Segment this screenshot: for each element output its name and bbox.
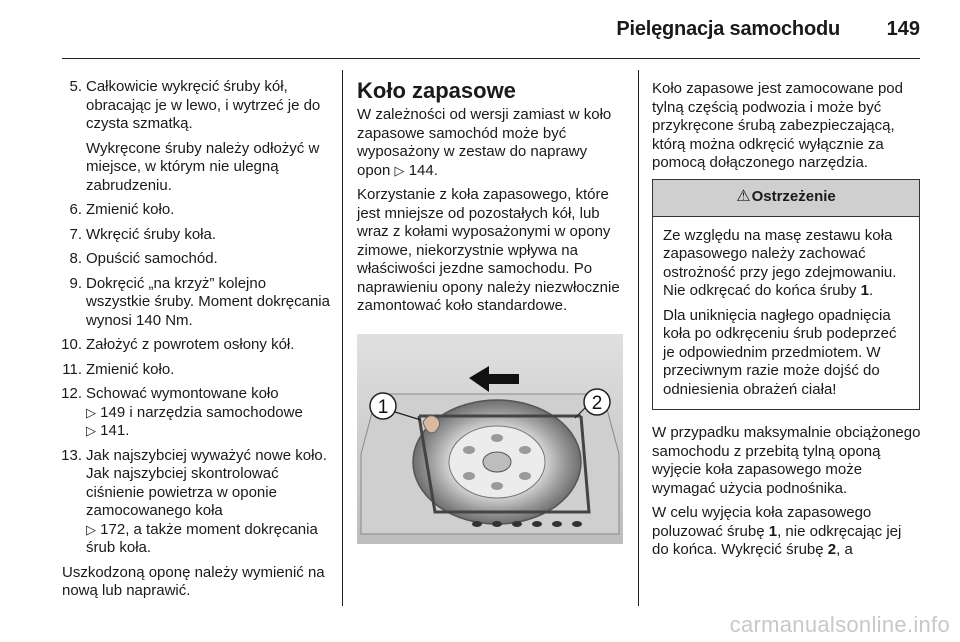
page-title: Pielęgnacja samochodu (616, 18, 840, 40)
callout-2-label: 2 (591, 392, 603, 414)
page-ref-icon: ▷ (86, 423, 96, 438)
step-text: Wkręcić śruby koła. (86, 225, 217, 243)
column-2 (357, 78, 623, 544)
warning-icon: ⚠ (736, 188, 751, 206)
paragraph: W przypadku maksymalnie obciążonego samochodu z przebitą tylną oponą wyjęcie koła zapasowego może wymagać użycia podnośnika. (652, 424, 921, 497)
watermark: carmanualsonline.info (729, 612, 950, 637)
column-1 (62, 78, 334, 607)
warning-header (653, 180, 919, 217)
list-item: 11. Zmienić koło. (62, 361, 334, 380)
step-subtext: Wykręcone śruby należy odłożyć w miejsce, w którym nie ulegną zabrudzeniu. (86, 139, 320, 194)
list-item: 7. Wkręcić śruby koła. (62, 226, 334, 245)
step-text: Jak najszybciej wyważyć nowe koło. Jak najszybciej skontrolować ciśnienie powietrza w oponie zamocowanego koła ▷ 172, a także moment dokręcania śrub koła. (86, 446, 327, 556)
section-heading: Koło zapasowe (357, 78, 516, 103)
warning-body (653, 217, 919, 410)
paragraph: Koło zapasowe jest zamocowane pod tylną częścią podwozia i może być przykręcone śrubą zabezpieczającą, którą można odkręcić wyłącznie za pomocą dołączonego narzędzia. (652, 80, 903, 171)
steps-list (62, 78, 334, 558)
step-text: Zmienić koło. (86, 360, 175, 378)
page-ref-icon: ▷ (86, 404, 96, 420)
page-header (0, 0, 960, 60)
callout-1-label: 1 (377, 396, 389, 418)
spare-wheel-illustration (357, 334, 623, 544)
list-item: 5. Całkowicie wykręcić śruby kół, obracając je w lewo, i wytrzeć je do czysta szmatką. Wykręcone śruby należy odłożyć w miejsce, w którym nie ulegną zabrudzeniu. (62, 78, 334, 195)
closing-paragraph: Uszkodzoną oponę należy wymienić na nową lub naprawić. (62, 563, 325, 599)
column-divider-2 (638, 70, 639, 606)
page-ref-icon: ▷ (394, 162, 405, 178)
warning-paragraph: Dla uniknięcia nagłego opadnięcia koła po odkręceniu śrub podeprzeć je odpowiednim przedmiotem. W przeciwnym razie może dojść do odniesienia obrażeń ciała! (663, 306, 897, 398)
list-item: 8. Opuścić samochód. (62, 250, 334, 269)
list-item: 6. Zmienić koło. (62, 201, 334, 220)
list-item: 13. Jak najszybciej wyważyć nowe koło. Jak najszybciej skontrolować ciśnienie powietrza w oponie zamocowanego koła ▷ 172, a także moment dokręcania śrub koła. (62, 447, 334, 558)
paragraph: W zależności od wersji zamiast w koło zapasowe samochód może być wyposażony w zestaw do naprawy opon ▷ 144. (357, 106, 612, 179)
list-item: 9. Dokręcić „na krzyż” kolejno wszystkie śruby. Moment dokręcania wynosi 140 Nm. (62, 275, 334, 331)
paragraph: Korzystanie z koła zapasowego, które jest mniejsze od pozostałych kół, lub wraz z kołami wyposażonymi w opony zimowe, niekorzystnie wpływa na właściwości jezdne samochodu. Po naprawieniu opony należy niezwłocznie zamontować koło standardowe. (357, 186, 620, 314)
page-number: 149 (886, 18, 920, 40)
list-item: 10. Założyć z powrotem osłony kół. (62, 336, 334, 355)
step-text: Założyć z powrotem osłony kół. (86, 336, 295, 353)
wheel-hub (483, 452, 511, 472)
step-text: Całkowicie wykręcić śruby kół, obracając je w lewo, i wytrzeć je do czysta szmatką. (86, 78, 321, 132)
page-ref-link[interactable]: 144. (408, 161, 438, 179)
column-3 (652, 80, 922, 566)
page-ref-link[interactable]: 149 (100, 403, 126, 421)
header-rule (62, 58, 920, 59)
step-text: Opuścić samochód. (86, 250, 218, 267)
spare-wheel-figure (357, 334, 623, 544)
page-ref-icon: ▷ (86, 521, 96, 537)
warning-paragraph: Ze względu na masę zestawu koła zapasowego należy zachować ostrożność przy jego zdejmowaniu. Nie odkręcać do końca śruby 1. (663, 226, 897, 299)
page-ref-link[interactable]: 172, (100, 520, 130, 538)
list-item: 12. Schować wymontowane koło ▷ 149 i narzędzia samochodowe ▷ 141. (62, 385, 334, 441)
step-text: Schować wymontowane koło ▷ 149 i narzędzia samochodowe ▷ 141. (86, 385, 303, 439)
warning-title: Ostrzeżenie (751, 188, 836, 206)
column-divider-1 (342, 70, 343, 606)
page-ref-link[interactable]: 141. (100, 422, 130, 439)
warning-box (652, 179, 920, 411)
step-text: Dokręcić „na krzyż” kolejno wszystkie śruby. Moment dokręcania wynosi 140 Nm. (86, 274, 330, 329)
paragraph: W celu wyjęcia koła zapasowego poluzować śrubę 1, nie odkręcając jej do końca. Wykręcić śrubę 2, a (652, 504, 902, 558)
step-text: Zmienić koło. (86, 201, 175, 218)
